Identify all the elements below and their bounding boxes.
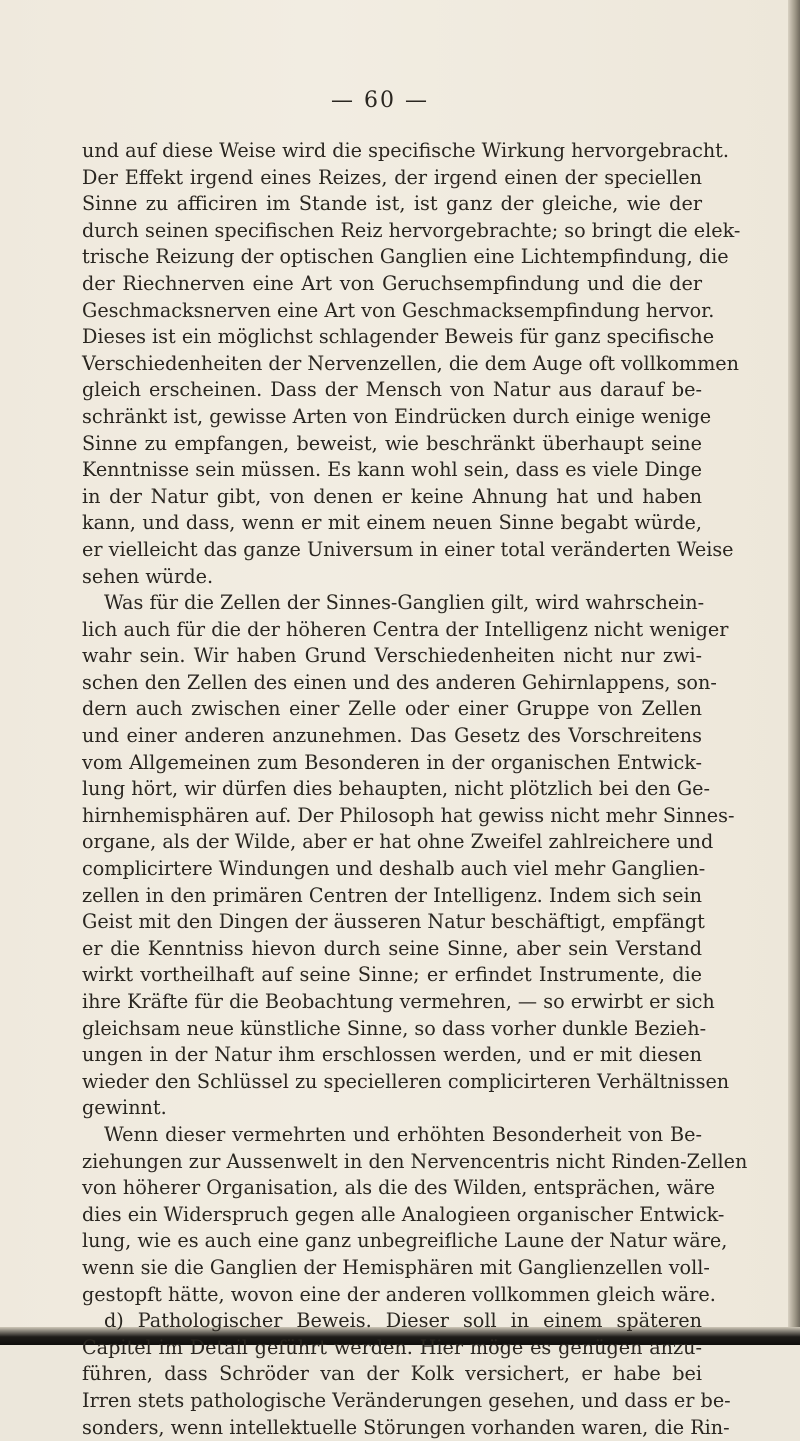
text-line: Capitel im Detail geführt werden. Hier möge es genügen anzu- xyxy=(82,1335,702,1362)
text-line: gleich erscheinen. Dass der Mensch von Natur aus darauf be- xyxy=(82,377,702,404)
text-line: wieder den Schlüssel zu specielleren complicirteren Verhältnissen xyxy=(82,1069,702,1096)
text-line: Verschiedenheiten der Nervenzellen, die dem Auge oft vollkommen xyxy=(82,351,702,378)
text-line: gestopft hätte, wovon eine der anderen vollkommen gleich wäre. xyxy=(82,1282,702,1309)
text-line: Was für die Zellen der Sinnes-Ganglien gilt, wird wahrschein- xyxy=(82,590,702,617)
body-text xyxy=(82,138,702,1441)
text-line: durch seinen specifischen Reiz hervorgebrachte; so bringt die elek- xyxy=(82,218,702,245)
text-line: kann, und dass, wenn er mit einem neuen Sinne begabt würde, xyxy=(82,510,702,537)
text-line: ihre Kräfte für die Beobachtung vermehren, — so erwirbt er sich xyxy=(82,989,702,1016)
text-line: Sinne zu afficiren im Stande ist, ist ganz der gleiche, wie der xyxy=(82,191,702,218)
text-line: Wenn dieser vermehrten und erhöhten Besonderheit von Be- xyxy=(82,1122,702,1149)
text-line: Kenntnisse sein müssen. Es kann wohl sein, dass es viele Dinge xyxy=(82,457,702,484)
text-line: lung, wie es auch eine ganz unbegreifliche Laune der Natur wäre, xyxy=(82,1228,702,1255)
text-line: sonders, wenn intellektuelle Störungen vorhanden waren, die Rin- xyxy=(82,1415,702,1441)
text-line: Sinne zu empfangen, beweist, wie beschränkt überhaupt seine xyxy=(82,431,702,458)
text-line: Irren stets pathologische Veränderungen gesehen, und dass er be- xyxy=(82,1388,702,1415)
page-edge-right xyxy=(788,0,800,1345)
text-line: wahr sein. Wir haben Grund Verschiedenheiten nicht nur zwi- xyxy=(82,643,702,670)
text-line: wirkt vortheilhaft auf seine Sinne; er erfindet Instrumente, die xyxy=(82,962,702,989)
text-line: und einer anderen anzunehmen. Das Gesetz des Vorschreitens xyxy=(82,723,702,750)
text-line: ziehungen zur Aussenwelt in den Nervencentris nicht Rinden-Zellen xyxy=(82,1149,702,1176)
text-line: hirnhemisphären auf. Der Philosoph hat gewiss nicht mehr Sinnes- xyxy=(82,803,702,830)
text-line: in der Natur gibt, von denen er keine Ahnung hat und haben xyxy=(82,484,702,511)
page-number: — 60 — xyxy=(0,88,760,113)
text-line: lich auch für die der höheren Centra der Intelligenz nicht weniger xyxy=(82,617,702,644)
text-line: der Riechnerven eine Art von Geruchsempfindung und die der xyxy=(82,271,702,298)
text-line: d) Pathologischer Beweis. Dieser soll in einem späteren xyxy=(82,1308,702,1335)
text-line: er vielleicht das ganze Universum in einer total veränderten Weise xyxy=(82,537,702,564)
text-line: dern auch zwischen einer Zelle oder einer Gruppe von Zellen xyxy=(82,696,702,723)
text-line: er die Kenntniss hievon durch seine Sinne, aber sein Verstand xyxy=(82,936,702,963)
text-line: gewinnt. xyxy=(82,1095,702,1122)
text-line: gleichsam neue künstliche Sinne, so dass vorher dunkle Bezieh- xyxy=(82,1016,702,1043)
text-line: Der Effekt irgend eines Reizes, der irgend einen der speciellen xyxy=(82,165,702,192)
text-line: lung hört, wir dürfen dies behaupten, nicht plötzlich bei den Ge- xyxy=(82,776,702,803)
text-line: und auf diese Weise wird die specifische Wirkung hervorgebracht. xyxy=(82,138,702,165)
text-line: wenn sie die Ganglien der Hemisphären mit Ganglienzellen voll- xyxy=(82,1255,702,1282)
text-line: complicirtere Windungen und deshalb auch viel mehr Ganglien- xyxy=(82,856,702,883)
text-line: vom Allgemeinen zum Besonderen in der organischen Entwick- xyxy=(82,750,702,777)
text-line: Geschmacksnerven eine Art von Geschmacksempfindung hervor. xyxy=(82,298,702,325)
text-line: Dieses ist ein möglichst schlagender Beweis für ganz specifische xyxy=(82,324,702,351)
text-line: zellen in den primären Centren der Intelligenz. Indem sich sein xyxy=(82,883,702,910)
text-line: schen den Zellen des einen und des anderen Gehirnlappens, son- xyxy=(82,670,702,697)
text-line: schränkt ist, gewisse Arten von Eindrücken durch einige wenige xyxy=(82,404,702,431)
text-line: führen, dass Schröder van der Kolk versichert, er habe bei xyxy=(82,1361,702,1388)
text-line: Geist mit den Dingen der äusseren Natur beschäftigt, empfängt xyxy=(82,909,702,936)
text-line: von höherer Organisation, als die des Wilden, entsprächen, wäre xyxy=(82,1175,702,1202)
text-line: trische Reizung der optischen Ganglien eine Lichtempfindung, die xyxy=(82,244,702,271)
text-line: dies ein Widerspruch gegen alle Analogieen organischer Entwick- xyxy=(82,1202,702,1229)
text-line: ungen in der Natur ihm erschlossen werden, und er mit diesen xyxy=(82,1042,702,1069)
text-line: sehen würde. xyxy=(82,564,702,591)
text-line: organe, als der Wilde, aber er hat ohne Zweifel zahlreichere und xyxy=(82,829,702,856)
